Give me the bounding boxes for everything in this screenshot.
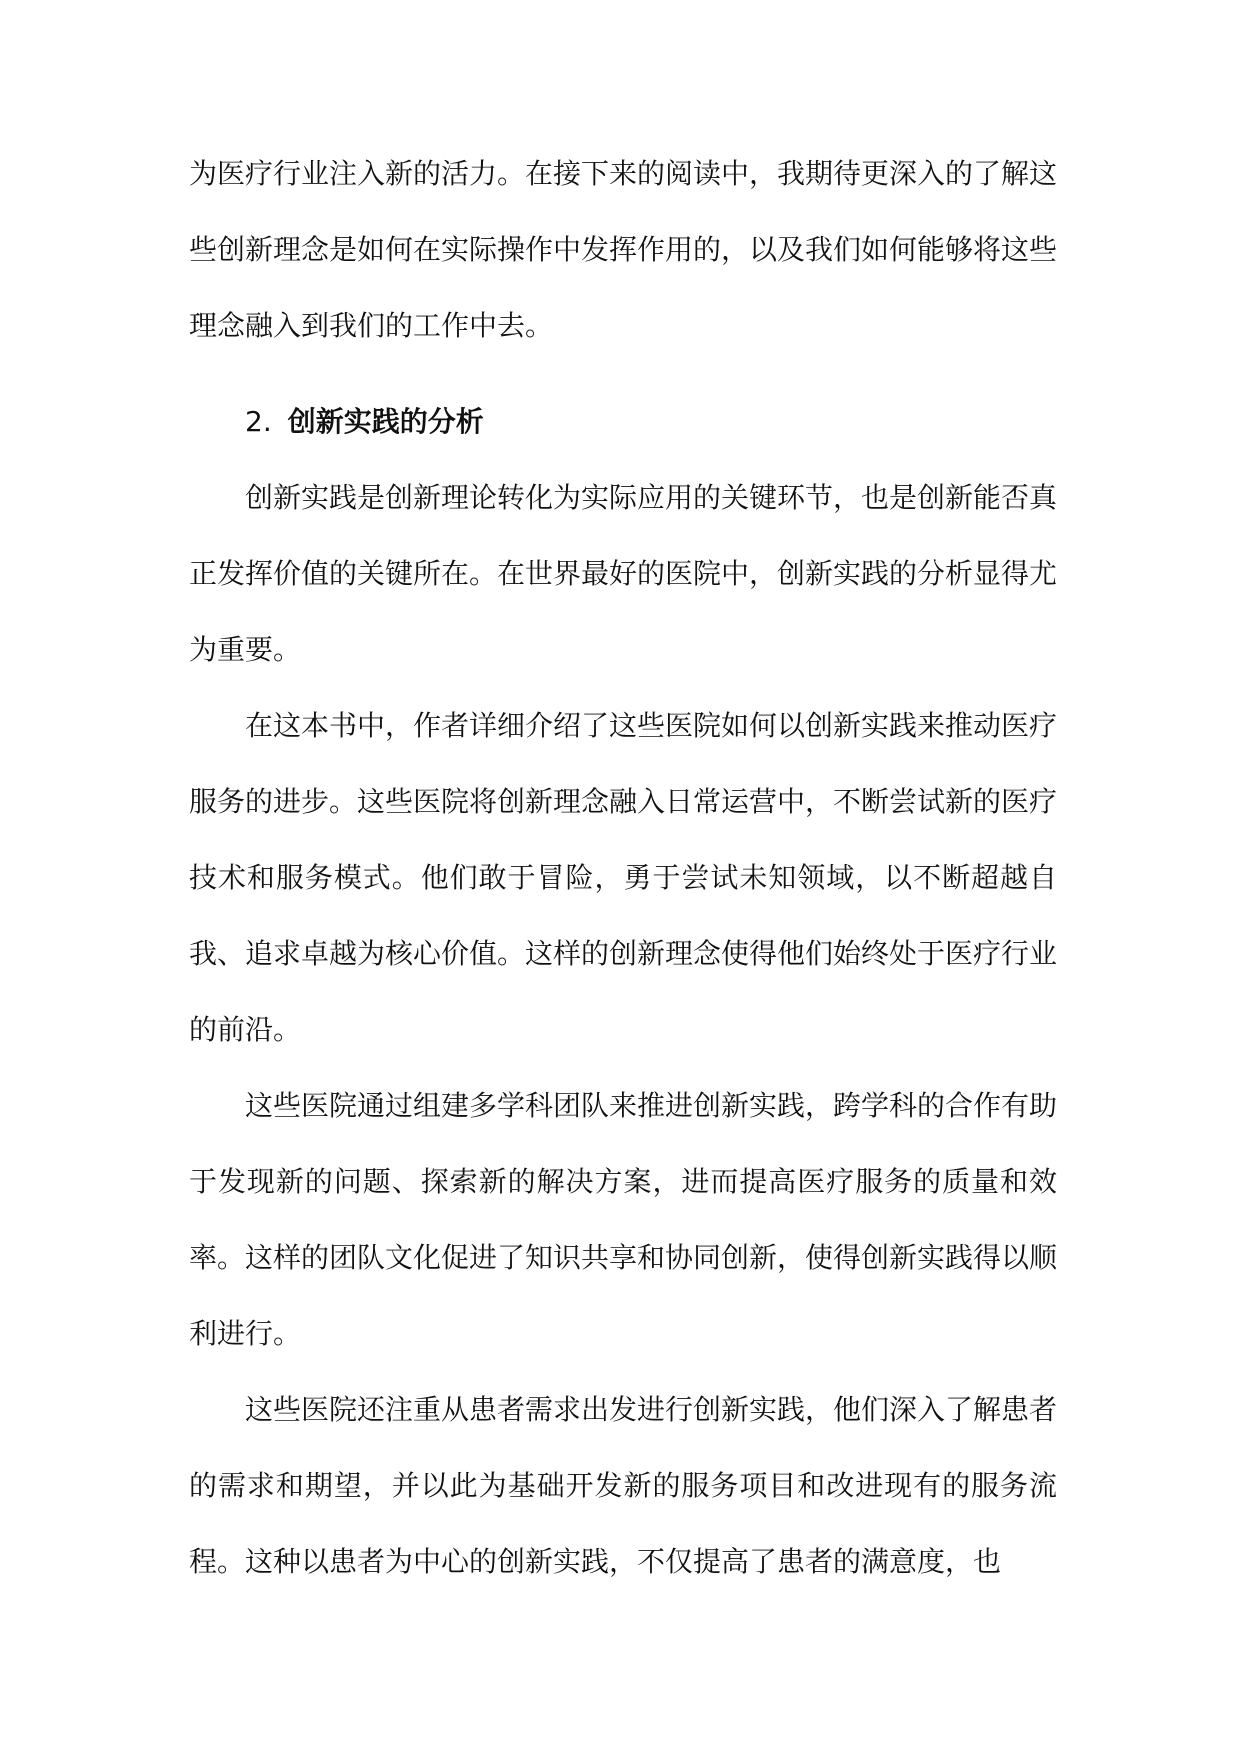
paragraph: 这些医院还注重从患者需求出发进行创新实践，他们深入了解患者的需求和期望，并以此为基础开发新的服务项目和改进现有的服务流程。这种以患者为中心的创新实践，不仅提高了患者的满意度，也 — [189, 1393, 1058, 1578]
section-heading — [189, 384, 1057, 460]
paragraph-continued: 为医疗行业注入新的活力。在接下来的阅读中，我期待更深入的了解这些创新理念是如何在实际操作中发挥作用的，以及我们如何能够将这些理念融入到我们的工作中去。 — [189, 157, 1058, 342]
paragraph: 这些医院通过组建多学科团队来推进创新实践，跨学科的合作有助于发现新的问题、探索新的解决方案，进而提高医疗服务的质量和效率。这样的团队文化促进了知识共享和协同创新，使得创新实践得以顺利进行。 — [189, 1089, 1058, 1350]
paragraph: 在这本书中，作者详细介绍了这些医院如何以创新实践来推动医疗服务的进步。这些医院将创新理念融入日常运营中，不断尝试新的医疗技术和服务模式。他们敢于冒险，勇于尝试未知领域，以不断超越自我、追求卓越为核心价值。这样的创新理念使得他们始终处于医疗行业的前沿。 — [189, 709, 1058, 1046]
section-spacer — [189, 364, 1057, 384]
section-title: 创新实践的分析 — [287, 405, 484, 438]
document-body — [189, 136, 1057, 1600]
section-number: 2. — [245, 405, 272, 438]
paragraph: 创新实践是创新理论转化为实际应用的关键环节，也是创新能否真正发挥价值的关键所在。在世界最好的医院中，创新实践的分析显得尤为重要。 — [189, 481, 1058, 666]
